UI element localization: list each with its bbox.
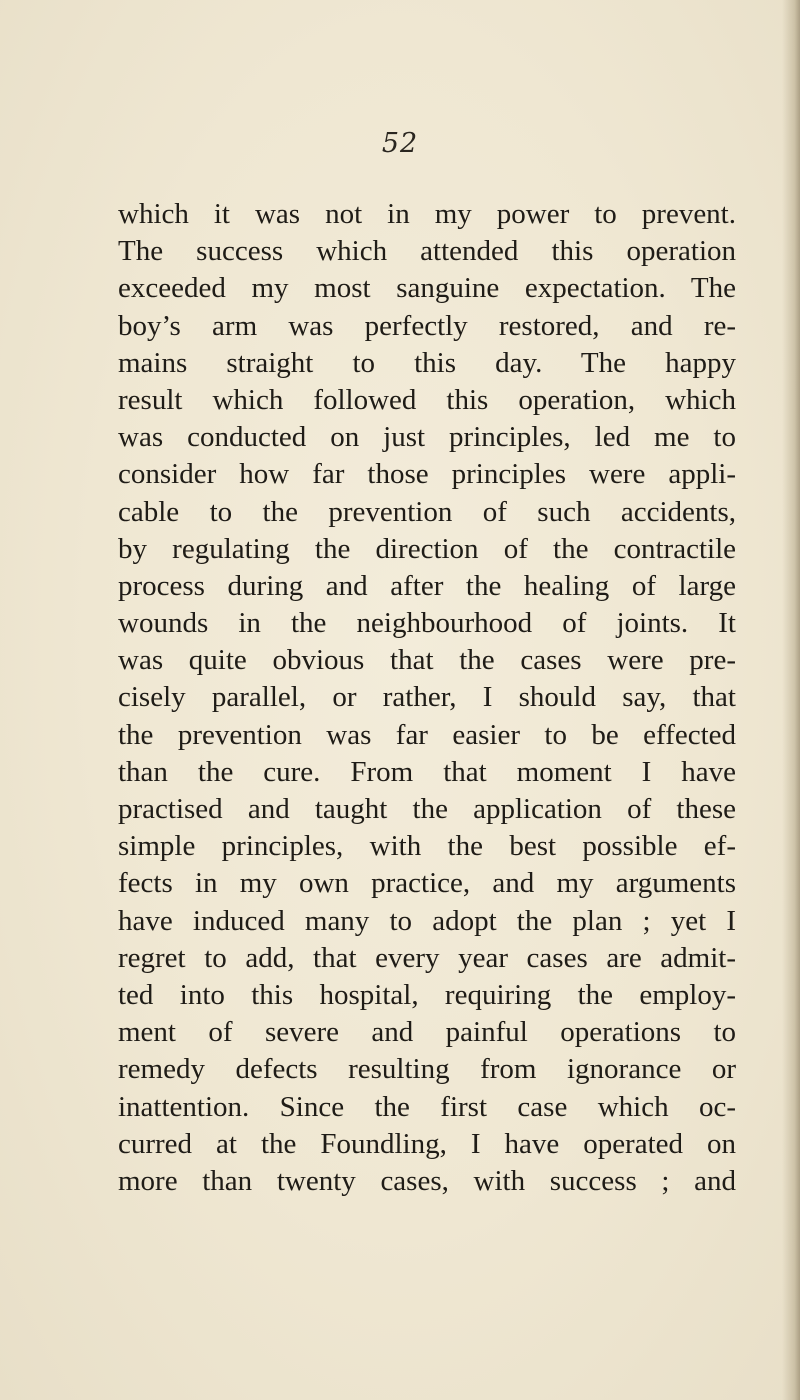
text-line: practised and taught the application of these — [118, 793, 736, 825]
text-line: have induced many to adopt the plan ; yet I — [118, 904, 736, 937]
text-line: ment of severe and painful operations to — [118, 1016, 736, 1049]
text-line: consider how far those principles were appli- — [118, 458, 736, 491]
text-line: more than twenty cases, with success ; and — [118, 1164, 736, 1197]
text-line: remedy defects resulting from ignorance or — [118, 1053, 736, 1086]
text-line: which it was not in my power to prevent. — [118, 198, 736, 230]
text-line: boy’s arm was perfectly restored, and re- — [118, 309, 736, 342]
page-edge-shadow — [782, 0, 800, 1400]
text-line: exceeded my most sanguine expectation. The — [118, 272, 736, 305]
text-line: The success which attended this operation — [118, 235, 736, 268]
text-line: result which followed this operation, which — [118, 383, 736, 416]
text-line: was quite obvious that the cases were pre- — [118, 644, 736, 677]
text-line: cisely parallel, or rather, I should say, that — [118, 681, 736, 714]
text-line: by regulating the direction of the contractile — [118, 532, 736, 565]
text-line: fects in my own practice, and my arguments — [118, 867, 736, 900]
text-line: wounds in the neighbourhood of joints. It — [118, 607, 736, 640]
text-line: was conducted on just principles, led me to — [118, 421, 736, 454]
text-line: ted into this hospital, requiring the employ- — [118, 978, 736, 1011]
text-line: cable to the prevention of such accidents, — [118, 495, 736, 528]
body-text — [118, 196, 736, 1200]
text-line: regret to add, that every year cases are admit- — [118, 941, 736, 974]
text-line: curred at the Foundling, I have operated on — [118, 1127, 736, 1160]
text-line: simple principles, with the best possible ef- — [118, 830, 736, 863]
page-number: 52 — [381, 128, 419, 159]
text-line: process during and after the healing of large — [118, 569, 736, 602]
text-line: inattention. Since the first case which oc- — [118, 1090, 736, 1123]
text-line: mains straight to this day. The happy — [118, 346, 736, 379]
text-line: than the cure. From that moment I have — [118, 755, 736, 788]
text-line: the prevention was far easier to be effected — [118, 718, 736, 751]
